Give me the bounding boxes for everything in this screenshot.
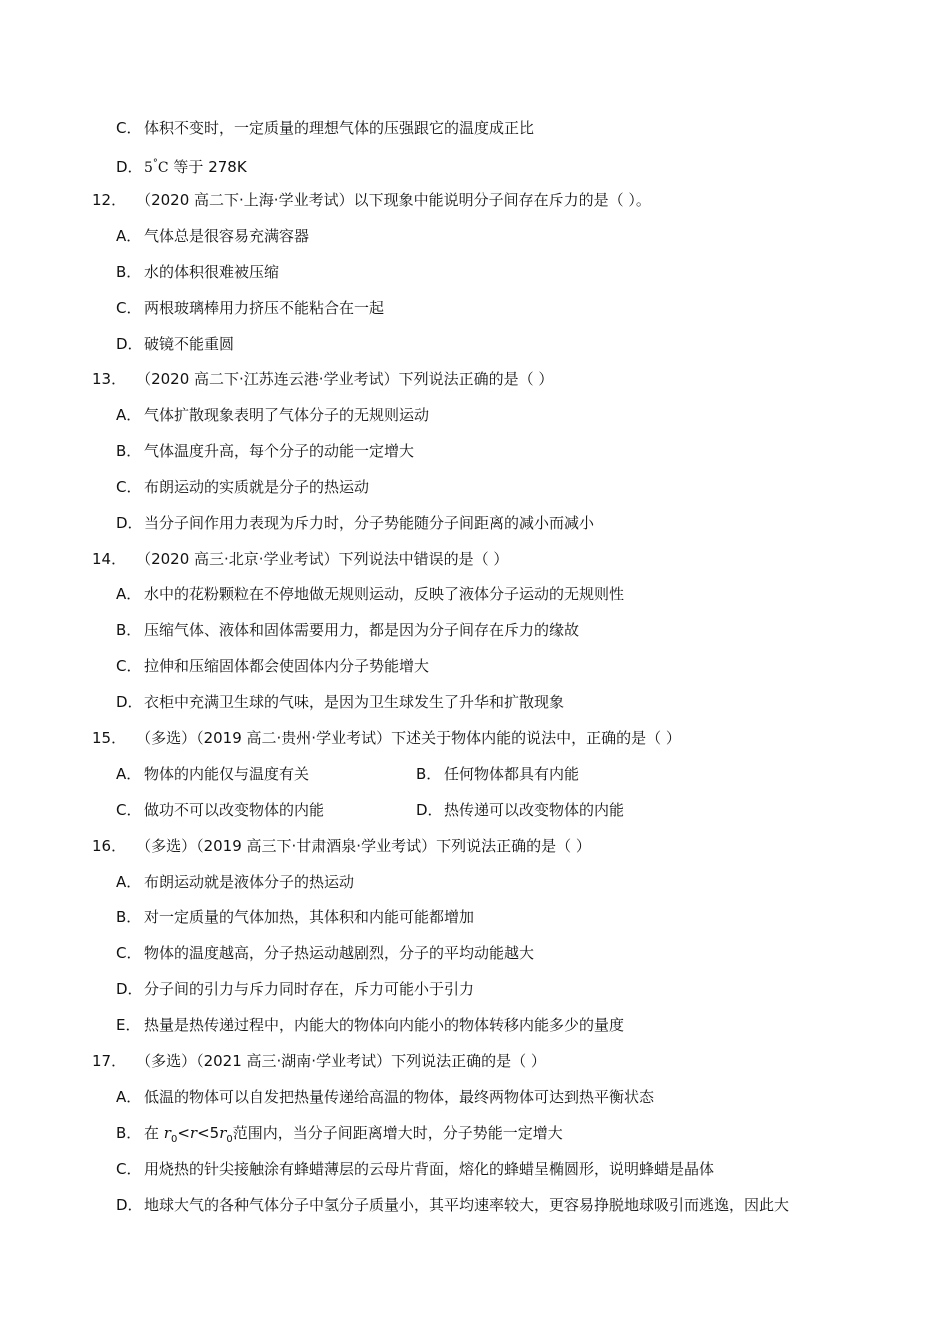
option-line (116, 1195, 789, 1215)
question-text: （2020 高二下·江苏连云港·学业考试）下列说法正确的是（ ） (136, 370, 554, 388)
question-number: 17． (92, 1052, 127, 1070)
option-text: 拉伸和压缩固体都会使固体内分子势能增大 (144, 657, 430, 675)
option-line (116, 262, 279, 282)
option-letter: A． (116, 873, 142, 891)
option-line (116, 1159, 714, 1179)
question-stem (92, 728, 681, 748)
option-letter: A． (116, 765, 142, 783)
option-line (116, 800, 324, 820)
option-letter: B． (116, 1124, 142, 1142)
question-stem (92, 369, 553, 389)
option-line (116, 226, 309, 246)
option-line (116, 656, 429, 676)
less-than-five: <5 (197, 1124, 220, 1142)
question-stem (92, 1051, 546, 1071)
option-line (116, 1015, 624, 1035)
option-letter: B． (116, 908, 142, 926)
variable-r: r (163, 1124, 171, 1142)
option-text: 气体扩散现象表明了气体分子的无规则运动 (144, 406, 430, 424)
option-letter: C． (116, 657, 142, 675)
option-line (116, 441, 414, 461)
option-letter: A． (116, 585, 142, 603)
option-text: 气体温度升高，每个分子的动能一定增大 (144, 442, 415, 460)
question-number: 16． (92, 837, 127, 855)
question-stem (92, 549, 508, 569)
option-letter: A． (116, 406, 142, 424)
option-letter: D． (116, 693, 143, 711)
option-letter: C． (116, 478, 142, 496)
option-text: 低温的物体可以自发把热量传递给高温的物体，最终两物体可达到热平衡状态 (144, 1088, 655, 1106)
option-letter: A． (116, 1088, 142, 1106)
option-letter: D． (116, 980, 143, 998)
option-line (116, 154, 247, 178)
variable-r: r (189, 1124, 198, 1142)
option-text: 布朗运动就是液体分子的热运动 (144, 873, 355, 891)
option-text: 做功不可以改变物体的内能 (144, 801, 325, 819)
option-text: 气体总是很容易充满容器 (144, 227, 310, 245)
option-letter: C． (116, 119, 142, 137)
option-letter: C． (116, 944, 142, 962)
option-letter: D． (116, 335, 143, 353)
subscript: 0 (226, 1134, 233, 1145)
option-line (116, 620, 579, 640)
option-line (416, 764, 579, 784)
option-line (416, 800, 624, 820)
option-letter: D． (116, 514, 143, 532)
temperature-unit: C (157, 160, 169, 176)
option-line (116, 872, 354, 892)
option-text: 体积不变时，一定质量的理想气体的压强跟它的温度成正比 (144, 119, 535, 137)
question-text: （2020 高二下·上海·学业考试）以下现象中能说明分子间存在斥力的是（ ）。 (136, 191, 651, 209)
option-text: 等于 278K (173, 158, 247, 176)
less-than: < (177, 1124, 190, 1142)
option-text: 水中的花粉颗粒在不停地做无规则运动，反映了液体分子运动的无规则性 (144, 585, 625, 603)
option-line (116, 513, 594, 533)
option-line (116, 979, 474, 999)
option-text: 压缩气体、液体和固体需要用力，都是因为分子间存在斥力的缘故 (144, 621, 580, 639)
option-line (116, 1123, 563, 1150)
question-number: 15． (92, 729, 127, 747)
degree-sign: ° (152, 158, 158, 169)
question-text: （多选）（2021 高三·湖南·学业考试）下列说法正确的是（ ） (136, 1052, 546, 1070)
option-line (116, 764, 309, 784)
option-letter: C． (116, 299, 142, 317)
question-text: （2020 高三·北京·学业考试）下列说法中错误的是（ ） (136, 550, 509, 568)
option-line (116, 334, 234, 354)
option-text: 对一定质量的气体加热，其体积和内能可能都增加 (144, 908, 475, 926)
option-text: 热传递可以改变物体的内能 (444, 801, 625, 819)
variable-r: r (219, 1124, 227, 1142)
option-letter: E． (116, 1016, 141, 1034)
option-letter: B． (116, 442, 142, 460)
option-text: 热量是热传递过程中，内能大的物体向内能小的物体转移内能多少的量度 (144, 1016, 625, 1034)
option-text: 布朗运动的实质就是分子的热运动 (144, 478, 370, 496)
option-letter: A． (116, 227, 142, 245)
option-text: 当分子间作用力表现为斥力时，分子势能随分子间距离的减小而减小 (144, 514, 595, 532)
option-line (116, 1087, 654, 1107)
option-text: 两根玻璃棒用力挤压不能粘合在一起 (144, 299, 385, 317)
question-text: （多选）（2019 高三下·甘肃酒泉·学业考试）下列说法正确的是（ ） (136, 837, 591, 855)
option-text: 物体的温度越高，分子热运动越剧烈，分子的平均动能越大 (144, 944, 535, 962)
option-letter: D． (416, 801, 443, 819)
question-number: 13． (92, 370, 127, 388)
subscript: 0 (170, 1134, 178, 1145)
option-letter: D． (116, 1196, 143, 1214)
option-line (116, 692, 564, 712)
option-letter: B． (116, 263, 142, 281)
option-line (116, 118, 534, 138)
option-letter: C． (116, 801, 142, 819)
option-line (116, 477, 369, 497)
option-letter: C． (116, 1160, 142, 1178)
question-number: 14． (92, 550, 127, 568)
option-line (116, 907, 474, 927)
option-line (116, 943, 534, 963)
option-letter: B． (416, 765, 442, 783)
option-text: 破镜不能重圆 (144, 335, 235, 353)
option-text: 范围内，当分子间距离增大时，分子势能一定增大 (232, 1124, 563, 1142)
question-text: （多选）（2019 高二·贵州·学业考试）下述关于物体内能的说法中，正确的是（ ） (136, 729, 681, 747)
option-text: 任何物体都具有内能 (444, 765, 580, 783)
option-text: 用烧热的针尖接触涂有蜂蜡薄层的云母片背面，熔化的蜂蜡呈椭圆形，说明蜂蜡是晶体 (144, 1160, 715, 1178)
option-line (116, 584, 624, 604)
option-text: 分子间的引力与斥力同时存在，斥力可能小于引力 (144, 980, 475, 998)
option-text: 水的体积很难被压缩 (144, 263, 280, 281)
option-text: 衣柜中充满卫生球的气味，是因为卫生球发生了升华和扩散现象 (144, 693, 565, 711)
option-line (116, 405, 429, 425)
question-number: 12． (92, 191, 127, 209)
option-letter: B． (116, 621, 142, 639)
temperature-number: 5 (144, 160, 153, 176)
question-stem (92, 836, 591, 856)
option-line (116, 298, 384, 318)
option-prefix: 在 (144, 1124, 164, 1142)
option-letter: D． (116, 158, 143, 176)
question-stem (92, 190, 651, 210)
option-text: 物体的内能仅与温度有关 (144, 765, 310, 783)
option-text: 地球大气的各种气体分子中氢分子质量小，其平均速率较大，更容易挣脱地球吸引而逃逸，因此大 (144, 1196, 790, 1214)
